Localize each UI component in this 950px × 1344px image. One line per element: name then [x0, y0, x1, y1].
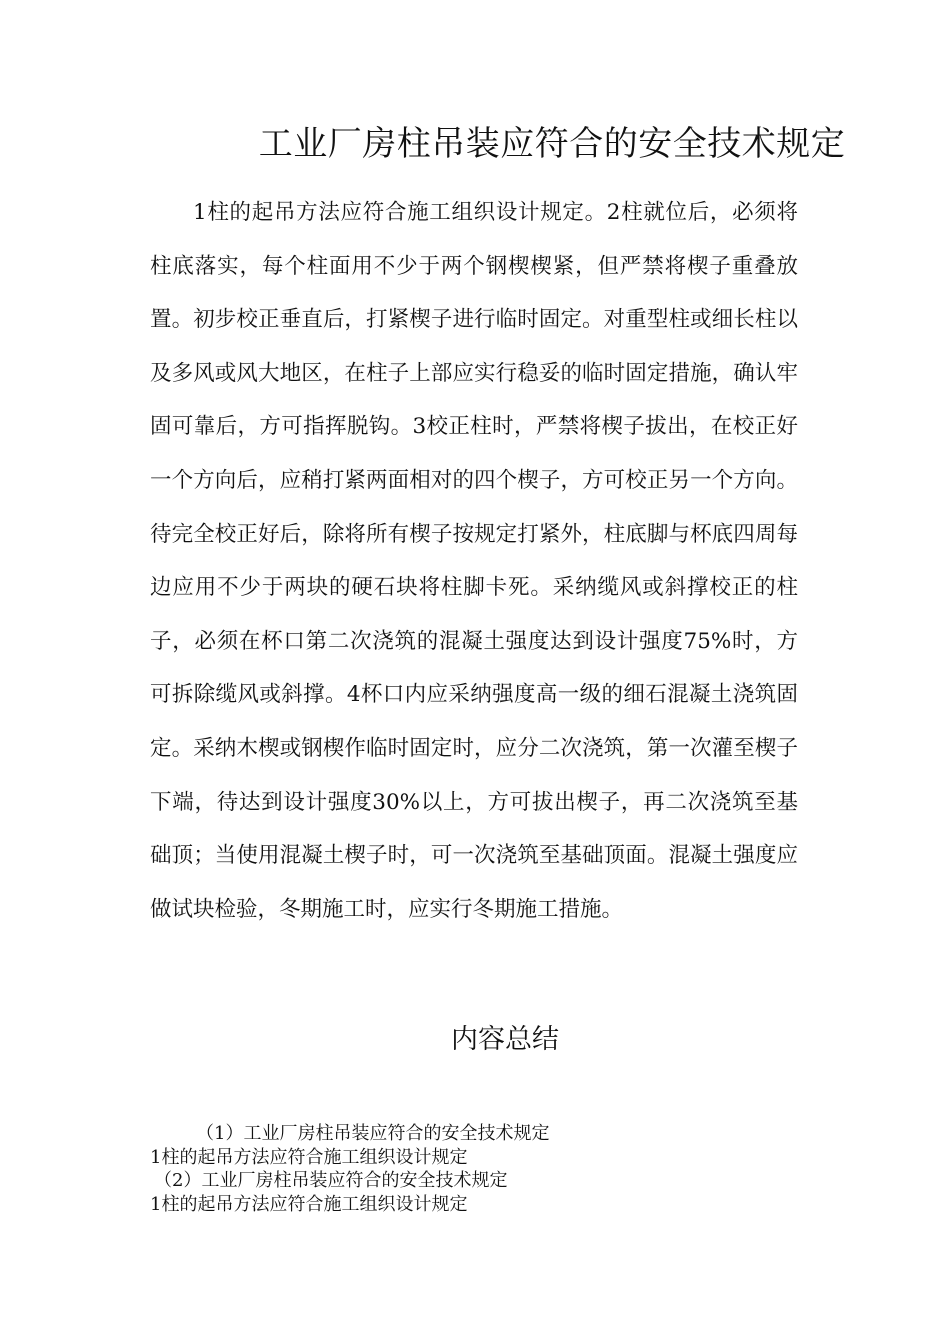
- body-paragraph: 1柱的起吊方法应符合施工组织设计规定。2柱就位后，必须将柱底落实，每个柱面用不少于两个钢楔楔紧，但严禁将楔子重叠放置。初步校正垂直后，打紧楔子进行临时固定。对重型柱或细长柱以及多风或风大地区，在柱子上部应实行稳妥的临时固定措施，确认牢固可靠后，方可指挥脱钩。3校正柱时，严禁将楔子拔出，在校正好一个方向后，应稍打紧两面相对的四个楔子，方可校正另一个方向。待完全校正好后，除将所有楔子按规定打紧外，柱底脚与杯底四周每边应用不少于两块的硬石块将柱脚卡死。采纳缆风或斜撑校正的柱子，必须在杯口第二次浇筑的混凝土强度达到设计强度75%时，方可拆除缆风或斜撑。4杯口内应采纳强度高一级的细石混凝土浇筑固定。采纳木楔或钢楔作临时固定时，应分二次浇筑，第一次灌至楔子下端，待达到设计强度30%以上，方可拔出楔子，再二次浇筑至基础顶；当使用混凝土楔子时，可一次浇筑至基础顶面。混凝土强度应做试块检验，冬期施工时，应实行冬期施工措施。: [150, 200, 798, 922]
- summary-line: （2）工业厂房柱吊装应符合的安全技术规定: [154, 1170, 508, 1191]
- summary-line: 1柱的起吊方法应符合施工组织设计规定: [150, 1193, 468, 1215]
- summary-list: [150, 1122, 850, 1216]
- summary-line: （1）工业厂房柱吊装应符合的安全技术规定: [196, 1123, 550, 1144]
- document-title: 工业厂房柱吊装应符合的安全技术规定: [258, 124, 846, 164]
- summary-line: 1柱的起吊方法应符合施工组织设计规定: [150, 1146, 468, 1168]
- summary-heading: 内容总结: [451, 1024, 559, 1055]
